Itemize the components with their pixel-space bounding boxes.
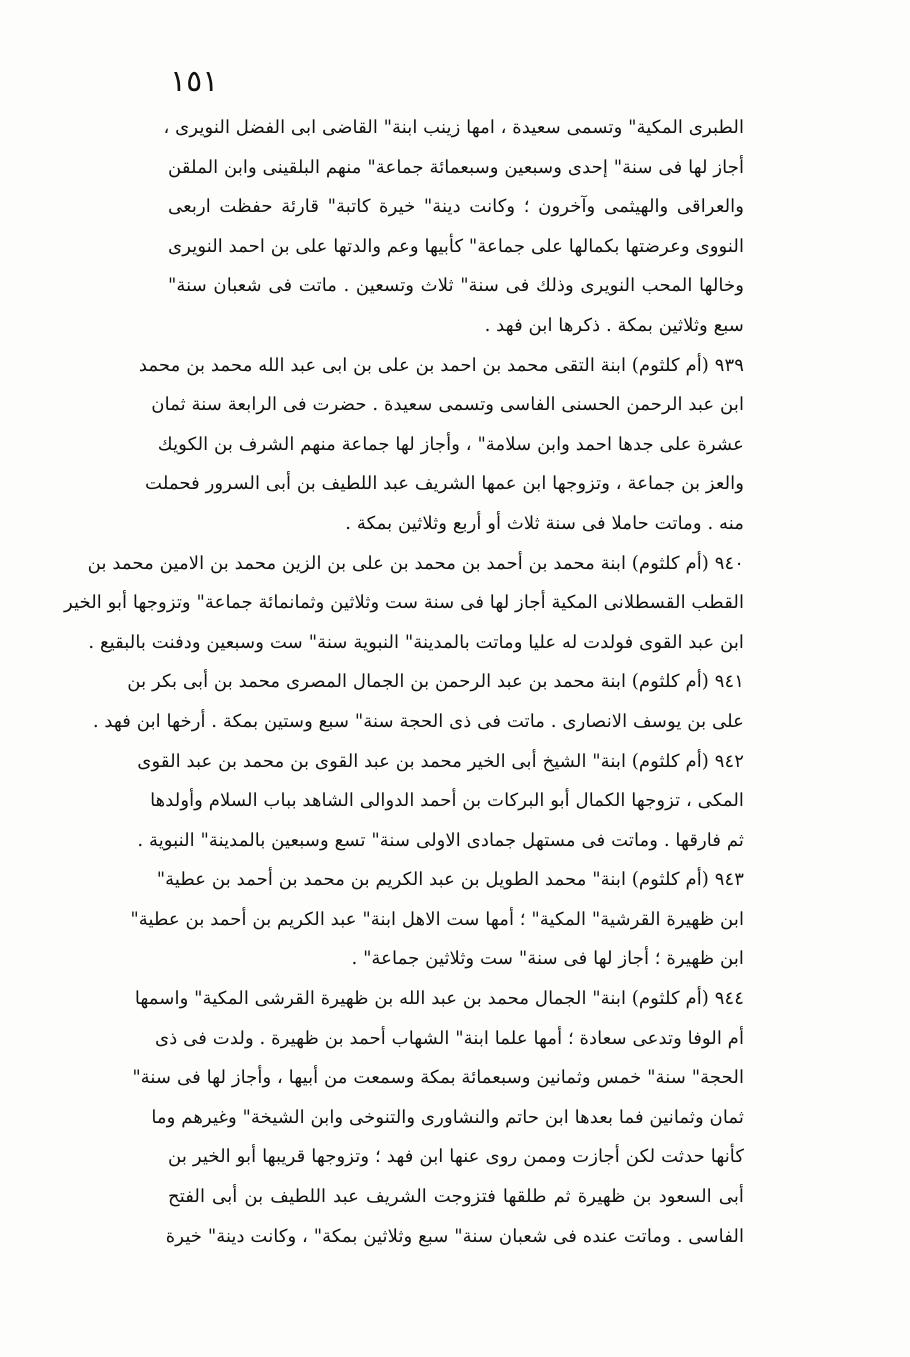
text-line: الطبرى المكية" وتسمى سعيدة ، امها زينب ابنة" القاضى ابى الفضل النويرى ، [163, 117, 744, 138]
text-line: كأنها حدثت لكن أجازت وممن روى عنها ابن فهد ؛ وتزوجها قريبها أبو الخير بن [168, 1146, 744, 1168]
text-line: منه . وماتت حاملا فى سنة ثلاث أو أربع وثلاثين بمكة . [345, 512, 744, 534]
text-line: وخالها المحب النويرى وذلك فى سنة" ثلاث وتسعين . ماتت فى شعبان سنة" [168, 275, 744, 297]
text-line: عشرة على جدها احمد وابن سلامة" ، وأجاز لها جماعة منهم الشرف بن الكويك [157, 433, 744, 455]
entry-942-line: ٩٤٢ (أم كلثوم) ابنة" الشيخ أبى الخير محمد بن عبد القوى بن محمد بن عبد القوى [137, 750, 744, 772]
page-number: ١٥١ [170, 64, 219, 99]
text-line: على بن يوسف الانصارى . ماتت فى ذى الحجة سنة" سبع وستين بمكة . أرخها ابن فهد . [92, 710, 744, 732]
text-line: الحجة" سنة" خمس وثمانين وسبعمائة بمكة وسمعت من أبيها ، وأجاز لها فى سنة" [132, 1067, 744, 1089]
page-text [63, 108, 744, 1256]
entry-941-line: ٩٤١ (أم كلثوم) ابنة محمد بن عبد الرحمن بن الجمال المصرى محمد بن أبى بكر بن [127, 671, 744, 693]
text-line: أم الوفا وتدعى سعادة ؛ أمها علما ابنة" الشهاب أحمد بن ظهيرة . ولدت فى ذى [155, 1027, 744, 1049]
text-line: المكى ، تزوجها الكمال أبو البركات بن أحمد الدوالى الشاهد بباب السلام وأولدها [150, 790, 744, 812]
text-line: القطب القسطلانى المكية أجاز لها فى سنة ست وثلاثين وثمانمائة جماعة" وتزوجها أبو الخير [63, 592, 744, 614]
entry-943-line: ٩٤٣ (أم كلثوم) ابنة" محمد الطويل بن عبد الكريم بن محمد بن أحمد بن عطية" [156, 869, 744, 891]
text-line: ابن عبد القوى فولدت له عليا وماتت بالمدينة" النبوية سنة" ست وسبعين ودفنت بالبقيع . [88, 631, 744, 653]
text-line: ابن ظهيرة القرشية" المكية" ؛ أمها ست الاهل ابنة" عبد الكريم بن أحمد بن عطية" [130, 908, 744, 930]
entry-940-line: ٩٤٠ (أم كلثوم) ابنة محمد بن أحمد بن محمد بن على بن الزين محمد بن الامين محمد بن [87, 552, 744, 574]
text-line: أبى السعود بن ظهيرة ثم طلقها فتزوجت الشريف عبد اللطيف بن أبى الفتح [168, 1186, 744, 1208]
entry-944-line: ٩٤٤ (أم كلثوم) ابنة" الجمال محمد بن عبد الله بن ظهيرة القرشى المكية" واسمها [134, 988, 744, 1010]
text-line: والعراقى والهيثمى وآخرون ؛ وكانت دينة" خيرة كاتبة" قارئة حفظت اربعى [168, 196, 744, 218]
text-line: ثم فارقها . وماتت فى مستهل جمادى الاولى سنة" تسع وسبعين بالمدينة" النبوية . [137, 829, 744, 851]
text-line: ابن عبد الرحمن الحسنى الفاسى وتسمى سعيدة . حضرت فى الرابعة سنة ثمان [151, 394, 744, 416]
text-line: والعز بن جماعة ، وتزوجها ابن عمها الشريف عبد اللطيف بن أبى السرور فحملت [144, 473, 744, 495]
text-line: أجاز لها فى سنة" إحدى وسبعين وسبعمائة جماعة" منهم البلقينى وابن الملقن [168, 156, 744, 178]
text-line: سبع وثلاثين بمكة . ذكرها ابن فهد . [484, 314, 744, 336]
text-line: الفاسى . وماتت عنده فى شعبان سنة" سبع وثلاثين بمكة" ، وكانت دينة" خيرة [165, 1225, 744, 1247]
text-line: النووى وعرضتها بكمالها على جماعة" كأبيها وعم والدتها على بن احمد النويرى [168, 235, 744, 257]
text-line: ابن ظهيرة ؛ أجاز لها فى سنة" ست وثلاثين جماعة" . [351, 948, 744, 970]
entry-939-line: ٩٣٩ (أم كلثوم) ابنة التقى محمد بن احمد بن على بن ابى عبد الله محمد بن محمد [138, 354, 744, 376]
text-line: ثمان وثمانين فما بعدها ابن حاتم والنشاورى والتنوخى وابن الشيخة" وغيرهم وما [151, 1106, 744, 1128]
